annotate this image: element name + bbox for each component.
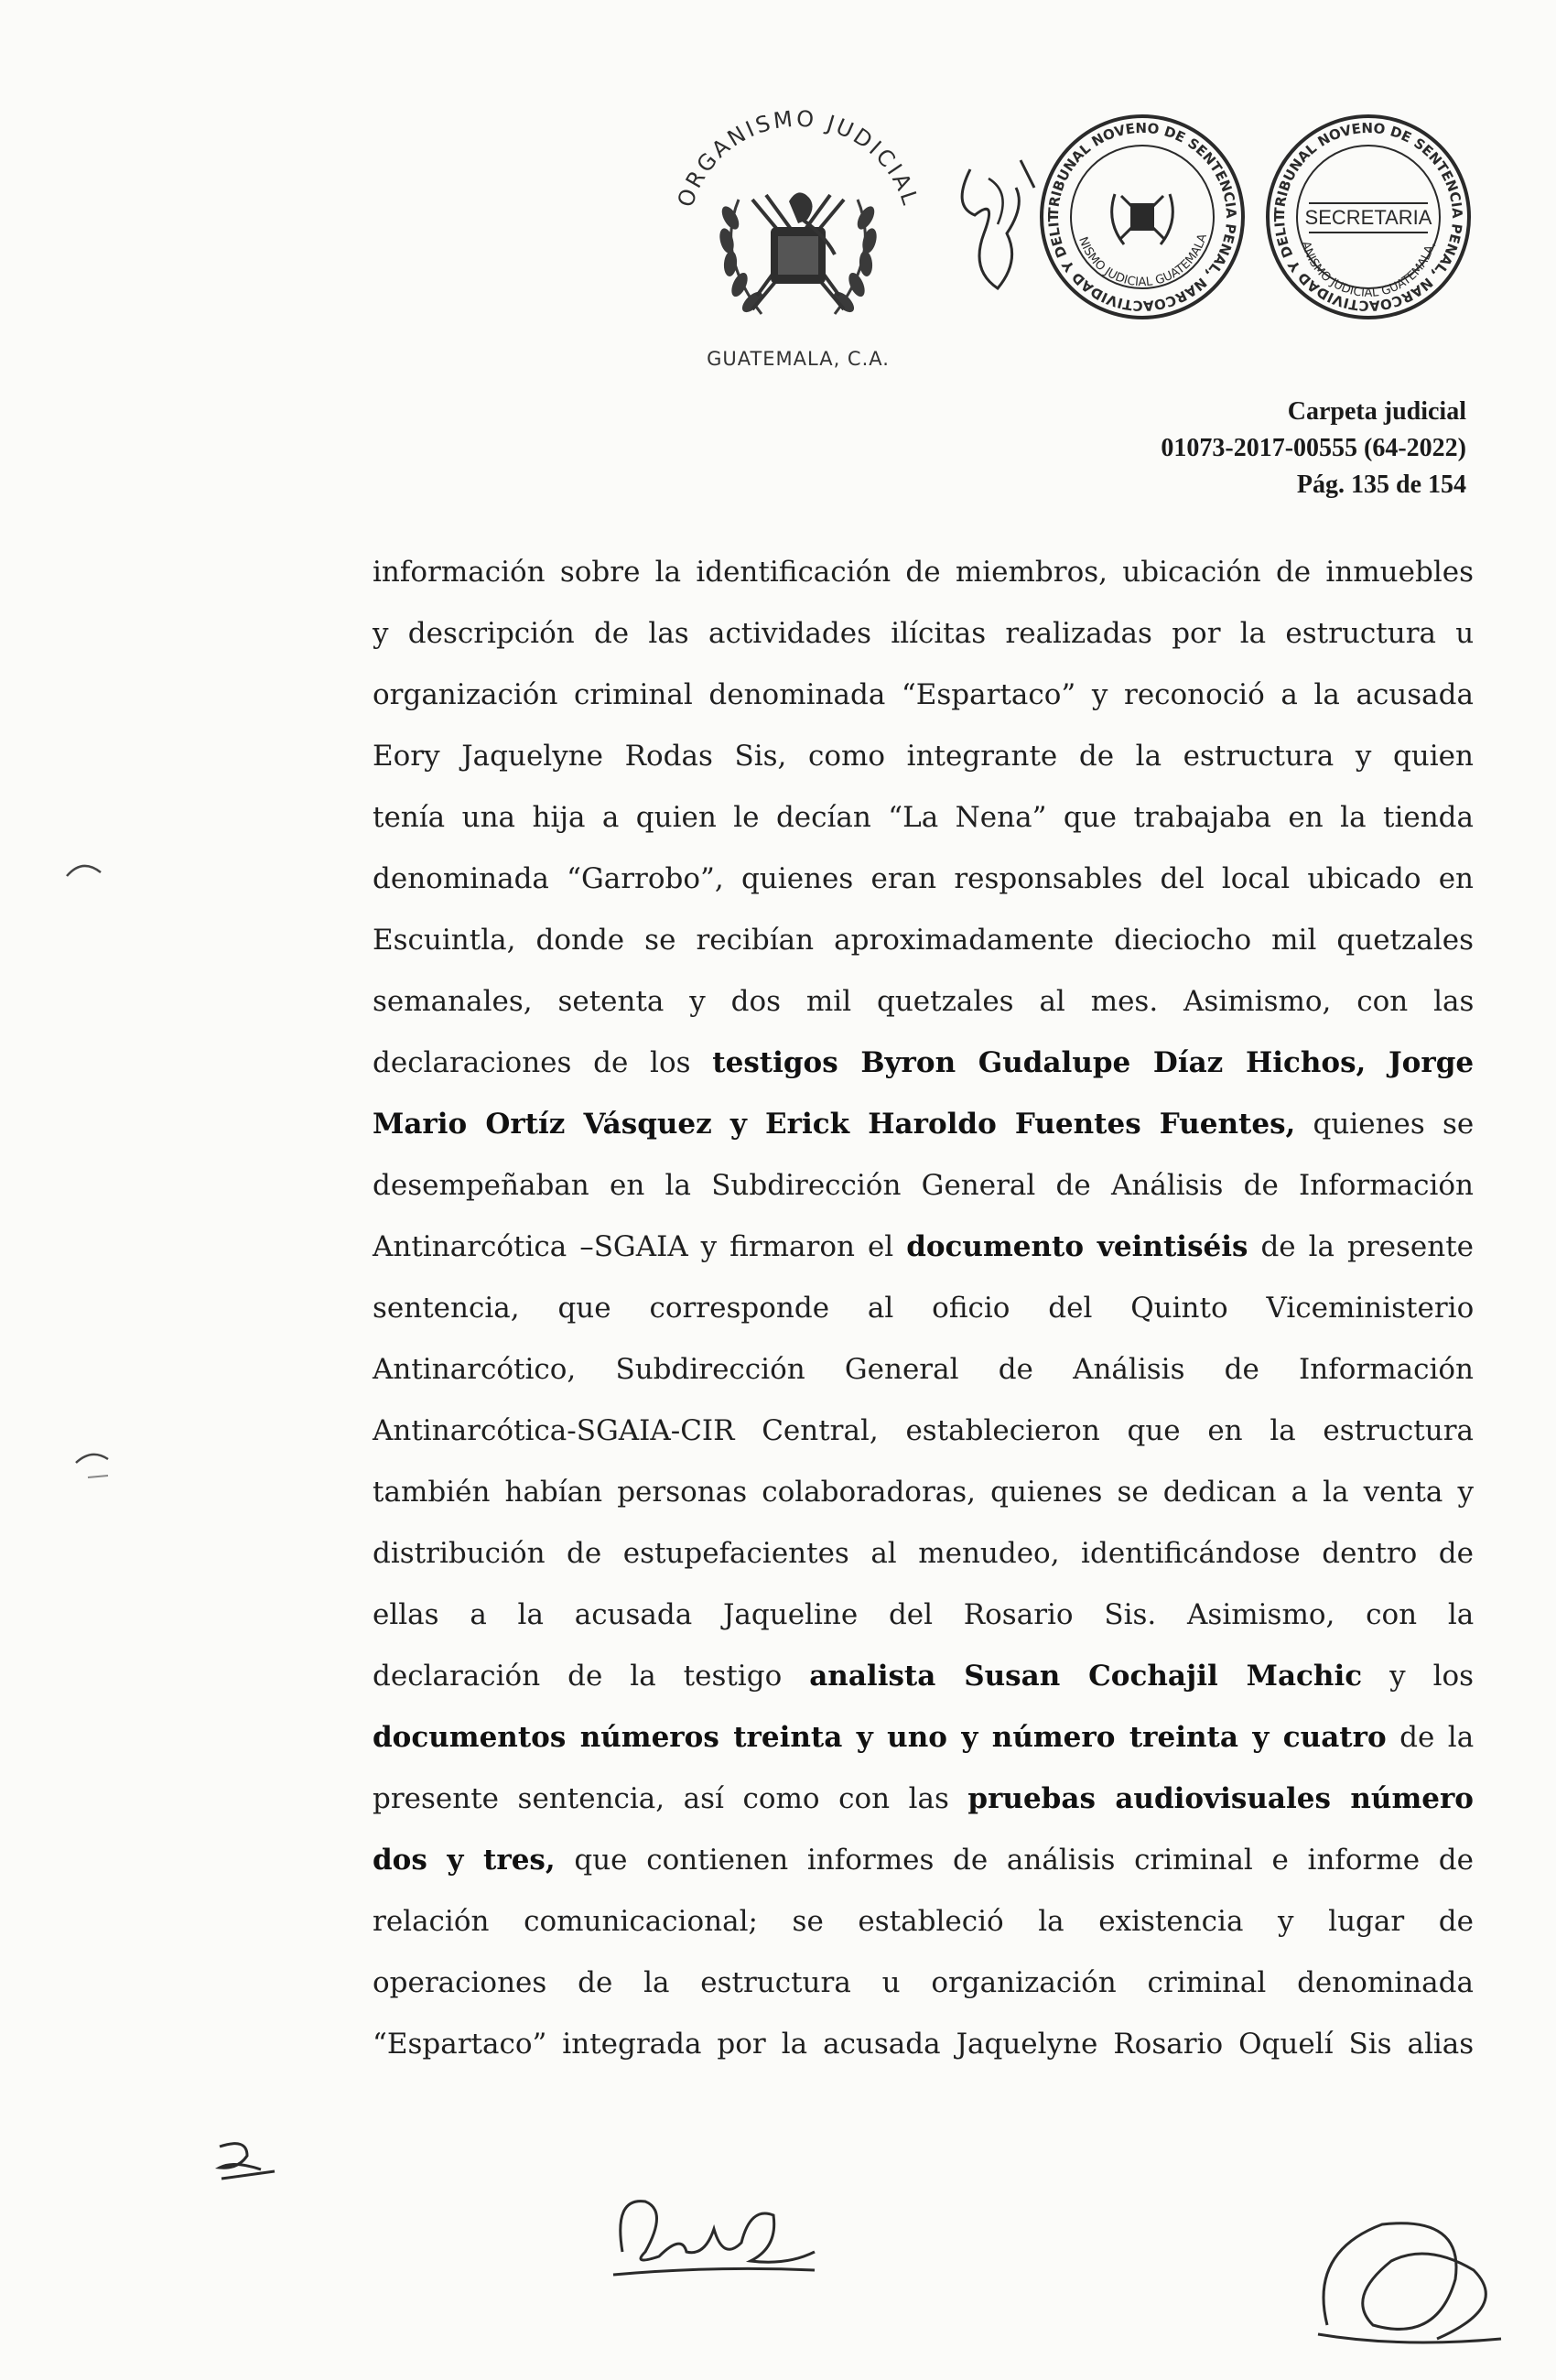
margin-mark [62,856,108,887]
handwritten-initials-header [934,151,1043,310]
body-bold-segment: dos y tres, [373,1844,556,1877]
body-segment: presente sentencia, así como con las [373,1782,968,1815]
margin-mark [71,1446,117,1487]
stamp-right-ring-text: TRIBUNAL NOVENO DE SENTENCIA PENAL, NARCOACTIVIDAD Y DELIT [1270,119,1466,315]
body-segment: declaraciones de los [373,1046,713,1079]
body-bold-segment: pruebas audiovisuales número [967,1782,1474,1815]
body-segment: relación comunicacional; se estableció la existencia y lugar de [373,1905,1474,1938]
body-line [373,1339,1474,1401]
body-bold-segment: analista Susan Cochajil Machic [809,1660,1363,1693]
body-segment: y los [1362,1660,1475,1693]
body-segment: distribución de estupefacientes al menudeo, identificándose dentro de [373,1537,1474,1570]
body-segment: organización criminal denominada “Espartaco” y reconoció a la acusada [373,678,1474,711]
body-line [373,1646,1474,1707]
body-segment: información sobre la identificación de miembros, ubicación de inmuebles [373,556,1474,589]
file-ref-label: Carpeta judicial [1287,397,1466,426]
body-segment: desempeñaban en la Subdirección General de Análisis de Información [373,1169,1474,1202]
document-body-text [373,542,1474,2075]
body-segment: Antinarcótica –SGAIA y firmaron el [373,1230,907,1263]
body-line [373,1278,1474,1339]
handwritten-mark-left [211,2133,284,2191]
body-line [373,1462,1474,1523]
body-segment: también habían personas colaboradoras, quienes se dedican a la venta y [373,1476,1474,1509]
file-ref-number: 01073-2017-00555 (64-2022) [1161,434,1466,462]
body-segment: denominada “Garrobo”, quienes eran responsables del local ubicado en [373,862,1475,895]
handwritten-signature-right [1291,2188,1510,2356]
body-line [373,849,1474,910]
body-segment: Escuintla, donde se recibían aproximadamente dieciocho mil quetzales [373,924,1474,957]
body-line [373,726,1474,787]
emblem-arc-text: ORGANISMO JUDICIAL [672,105,924,211]
body-line [373,1769,1474,1830]
body-line [373,1155,1474,1217]
body-segment: sentencia, que corresponde al oficio del Quinto Viceministerio [373,1292,1475,1325]
body-line [373,542,1474,603]
handwritten-signature-center [604,2179,824,2292]
file-ref-page: Pág. 135 de 154 [1296,471,1466,499]
body-segment: de la [1386,1721,1475,1754]
body-line [373,971,1474,1033]
body-line [373,787,1474,849]
emblem-graphic [652,99,945,346]
stamp-right-center-text: SECRETARIA [1304,206,1432,229]
body-line [373,910,1474,971]
body-line [373,1523,1474,1585]
body-segment: quienes se [1295,1108,1475,1141]
body-segment: Antinarcótico, Subdirección General de Análisis de Información [373,1353,1474,1386]
file-reference [1161,394,1466,503]
body-line [373,665,1474,726]
body-segment: ellas a la acusada Jaqueline del Rosario Sis. Asimismo, con la [373,1598,1475,1631]
body-segment: “Espartaco” integrada por la acusada Jaquelyne Rosario Oquelí Sis alias [373,2028,1475,2061]
body-line [373,603,1474,665]
body-line [373,1033,1474,1094]
body-segment: de la presente [1248,1230,1475,1263]
stamp-left-bottom-text: NISMO JUDICIAL GUATEMALA [1075,232,1210,290]
body-line [373,1585,1474,1646]
stamp-left-ring-text: TRIBUNAL NOVENO DE SENTENCIA PENAL, NARCOACTIVIDAD Y DELIT [1044,119,1240,315]
body-segment: semanales, setenta y dos mil quetzales al mes. Asimismo, con las [373,985,1475,1018]
organismo-judicial-emblem [652,99,945,373]
body-bold-segment: testigos Byron Gudalupe Díaz Hichos, Jorge [712,1046,1475,1079]
tribunal-stamp-left [1037,112,1248,322]
body-segment: y descripción de las actividades ilícitas realizadas por la estructura u [373,617,1475,650]
emblem-caption: GUATEMALA, C.A. [707,348,890,370]
body-line [373,1891,1474,1953]
body-line [373,1217,1474,1278]
body-segment: tenía una hija a quien le decían “La Nena” que trabajaba en la tienda [373,801,1474,834]
body-segment: Eory Jaquelyne Rodas Sis, como integrante de la estructura y quien [373,740,1474,773]
body-line [373,2014,1474,2075]
body-line [373,1953,1474,2014]
body-segment: Antinarcótica-SGAIA-CIR Central, establecieron que en la estructura [373,1414,1475,1447]
body-line [373,1401,1474,1462]
body-segment: operaciones de la estructura u organización criminal denominada [373,1966,1474,1999]
body-bold-segment: Mario Ortíz Vásquez y Erick Haroldo Fuentes Fuentes, [373,1108,1296,1141]
body-segment: que contienen informes de análisis criminal e informe de [555,1844,1474,1877]
body-segment: declaración de la testigo [373,1660,810,1693]
tribunal-stamp-secretaria [1263,112,1474,322]
body-bold-segment: documento veintiséis [906,1230,1248,1263]
stamp-right-bottom-text: ANISMO JUDICIAL GUATEMALA, [1298,239,1439,300]
body-line [373,1707,1474,1769]
body-line [373,1094,1474,1155]
body-line [373,1830,1474,1891]
body-bold-segment: documentos números treinta y uno y número treinta y cuatro [373,1721,1387,1754]
